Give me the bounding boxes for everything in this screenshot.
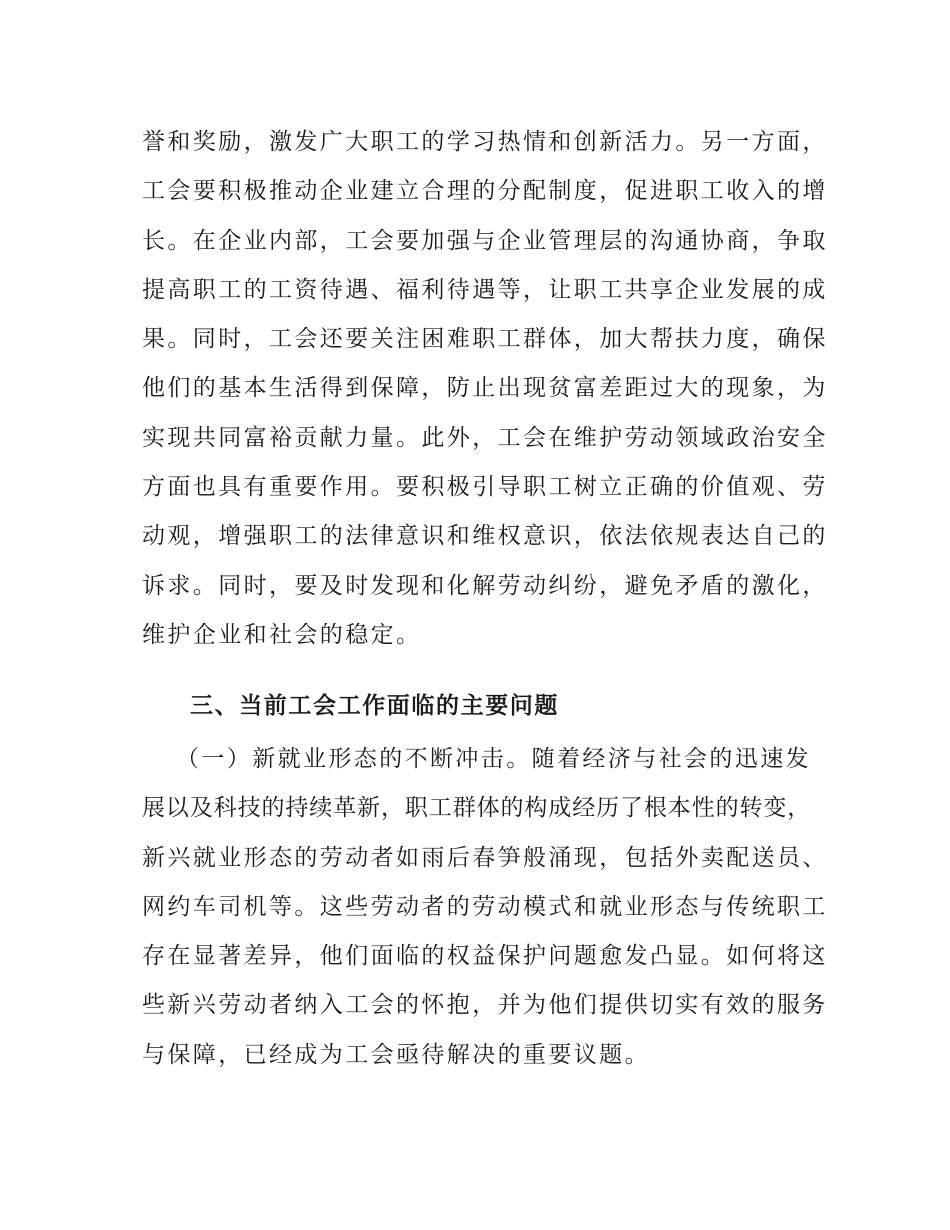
- text-line-first: [142, 735, 822, 784]
- paragraph-new-employment-forms: [142, 735, 828, 1080]
- text-line: 果。同时，工会还要关注困难职工群体，加大帮扶力度，确保: [142, 326, 828, 353]
- text-line: 与保障，已经成为工会亟待解决的重要议题。: [142, 1041, 650, 1068]
- text-line: 诉求。同时，要及时发现和化解劳动纠纷，避免矛盾的激化，: [142, 572, 828, 599]
- text-line: 维护企业和社会的稳定。: [142, 621, 422, 648]
- text-line: 实现共同富裕贡献力量。此外，工会在维护劳动领域政治安全: [142, 424, 828, 451]
- text-line: 工会要积极推动企业建立合理的分配制度，促进职工收入的增: [142, 178, 828, 205]
- text-line: 他们的基本生活得到保障，防止出现贫富差距过大的现象，为: [142, 375, 828, 402]
- text-line: 长。在企业内部，工会要加强与企业管理层的沟通协商，争取: [142, 227, 828, 254]
- text-line: 方面也具有重要作用。要积极引导职工树立正确的价值观、劳: [142, 474, 828, 501]
- subheading-continuation: 随着经济与社会的迅速发: [531, 746, 812, 772]
- text-line: 网约车司机等。这些劳动者的劳动模式和就业形态与传统职工: [142, 893, 828, 920]
- section-heading: 三、当前工会工作面临的主要问题: [190, 693, 559, 719]
- text-line: 动观，增强职工的法律意识和维权意识，依法依规表达自己的: [142, 523, 828, 550]
- text-line: 提高职工的工资待遇、福利待遇等，让职工共享企业发展的成: [142, 276, 828, 303]
- text-line: 展以及科技的持续革新，职工群体的构成经历了根本性的转变，: [142, 795, 812, 822]
- paragraph-union-functions: [142, 118, 828, 660]
- subheading: （一）新就业形态的不断冲击。: [176, 746, 532, 772]
- text-line: 些新兴劳动者纳入工会的怀抱，并为他们提供切实有效的服务: [142, 992, 828, 1019]
- text-line: 存在显著差异，他们面临的权益保护问题愈发凸显。如何将这: [142, 943, 828, 970]
- text-line: 誉和奖励，激发广大职工的学习热情和创新活力。另一方面，: [142, 129, 828, 155]
- text-line: 新兴就业形态的劳动者如雨后春笋般涌现，包括外卖配送员、: [142, 844, 828, 871]
